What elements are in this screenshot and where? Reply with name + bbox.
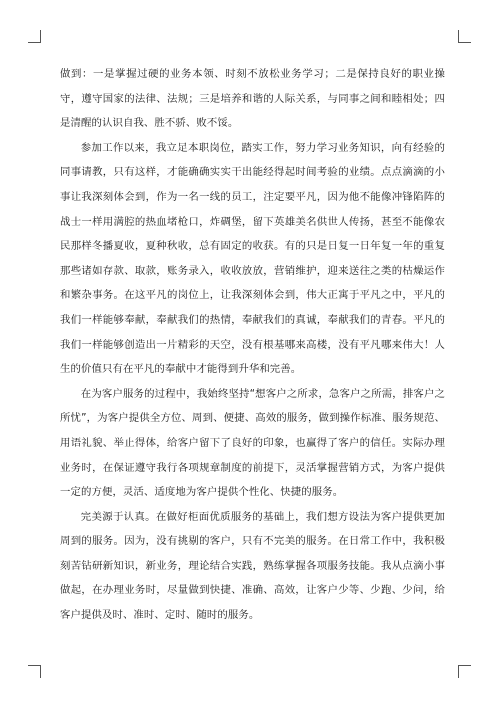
paragraph-2: 参加工作以来，我立足本职岗位，踏实工作，努力学习业务知识，向有经验的同事请教，只有这样，才能确确实实干出能经得起时间考验的业绩。点点滴滴的小事让我深刻体会到，作为一名一线的员工，注定要平凡，因为他不能像冲锋陷阵的战士一样用满腔的热血堵枪口，炸碉堡，留下英雄美名供世人传扬，甚至不能像农民那样冬播夏收，夏种秋收，总有固定的收获。有的只是日复一日年复一年的重复那些诸如存款、取款，账务录入，收收放放，营销维护，迎来送往之类的枯燥运作和繁杂事务。在这平凡的岗位上，让我深刻体会到，伟大正寓于平凡之中，平凡的我们一样能够奉献，奉献我们的热情，奉献我们的真诚，奉献我们的青春。平凡的我们一样能够创造出一片精彩的天空，没有根基哪来高楼，没有平凡哪来伟大！人生的价值只有在平凡的奉献中才能得到升华和完善。 [60,141,445,376]
crop-mark-bottom-right [458,665,471,678]
paragraph-1: 做到：一是掌握过硬的业务本领、时刻不放松业务学习；二是保持良好的职业操守，遵守国家的法律、法规；三是培养和谐的人际关系，与同事之间和睦相处；四是清醒的认识自我、胜不骄、败不馁。 [60,68,445,130]
paragraph-3: 在为客户服务的过程中，我始终坚持“想客户之所求，急客户之所需，排客户之所忧”，为客户提供全方位、周到、便捷、高效的服务，做到操作标准、服务规范、用语礼貌、举止得体，给客户留下了良好的印象，也赢得了客户的信任。实际办理业务时，在保证遵守我行各项规章制度的前提下，灵活掌握营销方式，为客户提供一定的方便，灵活、适度地为客户提供个性化、快捷的服务。 [60,387,445,499]
crop-mark-top-right [458,30,471,43]
crop-mark-top-left [28,30,41,43]
crop-mark-bottom-left [28,665,41,678]
document-body [60,62,445,628]
paragraph-4: 完美源于认真。在做好柜面优质服务的基础上，我们想方设法为客户提供更加周到的服务。因为，没有挑剔的客户，只有不完美的服务。在日常工作中，我积极刻苦钻研新知识，新业务，理论结合实践，熟练掌握各项服务技能。我从点滴小事做起，在办理业务时，尽量做到快捷、准确、高效，让客户少等、少跑、少问，给客户提供及时、准时、定时、随时的服务。 [60,510,445,622]
